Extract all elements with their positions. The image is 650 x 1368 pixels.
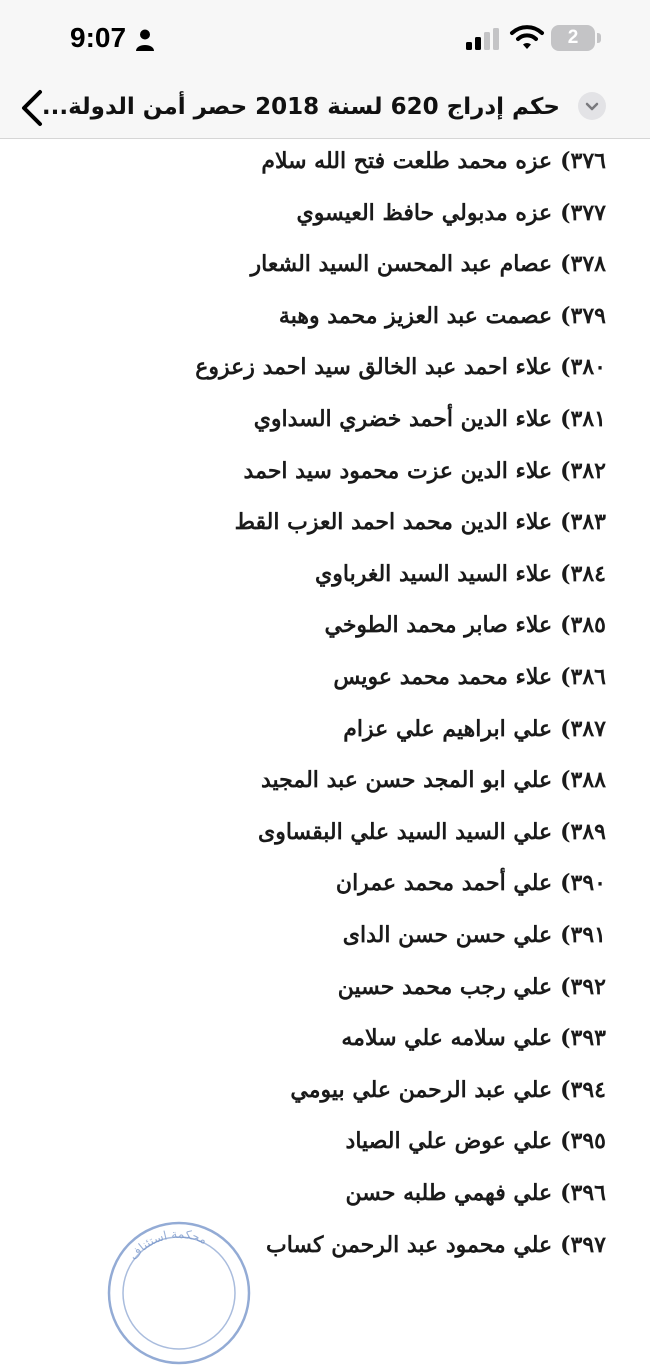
list-item-name: علاء محمد محمد عويس: [333, 664, 553, 690]
status-time: 9:07: [70, 22, 127, 53]
list-item-name: علي السيد السيد علي البقساوى: [257, 818, 553, 845]
list-item: [254, 399, 606, 439]
list-item: [346, 1121, 606, 1161]
list-item-number: ٣٧٩): [560, 302, 606, 329]
list-item-name: علي عبد الرحمن علي بيومي: [290, 1076, 553, 1103]
list-item-number: ٣٩١): [560, 922, 606, 948]
list-item-name: علي رجب محمد حسين: [337, 973, 553, 1000]
signal-icon: [466, 28, 502, 50]
list-item: [336, 863, 606, 903]
list-item-name: علاء الدين أحمد خضري السداوي: [253, 406, 553, 432]
status-bar: [0, 0, 650, 78]
list-item-number: ٣٨٦): [560, 664, 606, 690]
list-item: [244, 451, 606, 491]
list-item-number: ٣٩٣): [560, 1025, 606, 1052]
list-item: [345, 1173, 606, 1213]
list-item-name: علي فهمي طلبه حسن: [345, 1180, 553, 1206]
list-item-name: عزه مدبولي حافظ العيسوي: [296, 199, 553, 226]
list-item: [343, 709, 606, 749]
list-item-name: علي محمود عبد الرحمن كساب: [266, 1231, 553, 1258]
document-page[interactable]: [0, 139, 650, 1280]
list-item-number: ٣٩٧): [560, 1231, 606, 1258]
list-item-number: ٣٧٧): [560, 199, 606, 226]
list-item-number: ٣٩٤): [560, 1076, 606, 1103]
list-item-name: عزه محمد طلعت فتح الله سلام: [261, 148, 553, 174]
list-item: [290, 1070, 606, 1110]
list-item-number: ٣٨٢): [560, 457, 606, 484]
list-item-name: علاء السيد السيد الغرباوي: [315, 560, 553, 587]
list-item: [261, 141, 606, 181]
list-item-number: ٣٩٥): [560, 1128, 606, 1155]
svg-text:محكمة استئناف: [126, 1227, 209, 1263]
list-item: [266, 1225, 606, 1265]
stamp-text: محكمة استئناف: [126, 1226, 210, 1263]
list-item: [279, 296, 606, 336]
list-item-number: ٣٨٩): [560, 818, 606, 845]
battery-icon: [551, 25, 601, 51]
navigation-bar: [0, 78, 650, 139]
list-item-name: علي سلامه علي سلامه: [341, 1025, 553, 1052]
list-item-name: عصمت عبد العزيز محمد وهبة: [278, 302, 553, 329]
list-item: [261, 760, 606, 800]
battery-tip: [597, 33, 601, 43]
list-item: [341, 1018, 606, 1058]
list-item-name: علي ابو المجد حسن عبد المجيد: [260, 767, 553, 794]
list-item-number: ٣٨١): [560, 406, 606, 432]
list-item: [315, 554, 606, 594]
list-item-number: ٣٩٠): [560, 870, 606, 897]
list-item-number: ٣٩٦): [560, 1180, 606, 1206]
list-item: [251, 244, 606, 284]
list-item-name: عصام عبد المحسن السيد الشعار: [250, 251, 553, 278]
list-item-number: ٣٨٠): [560, 354, 606, 381]
list-item-name: علي ابراهيم علي عزام: [343, 715, 553, 742]
list-item-name: علي عوض علي الصياد: [345, 1128, 553, 1155]
list-item-number: ٣٨٤): [560, 560, 606, 587]
list-item: [235, 502, 606, 542]
list-item-number: ٣٨٨): [560, 767, 606, 794]
list-item-number: ٣٧٨): [560, 251, 606, 278]
list-item: [333, 657, 606, 697]
list-item: [195, 347, 606, 387]
stamp-image: [104, 1218, 254, 1368]
list-item-name: علي حسن حسن الداى: [342, 922, 553, 948]
list-item-number: ٣٧٦): [560, 148, 606, 174]
list-item: [297, 193, 607, 233]
list-item-name: علي أحمد محمد عمران: [335, 870, 553, 897]
list-item: [324, 605, 606, 645]
wifi-icon: [510, 24, 544, 50]
list-item: [343, 915, 606, 955]
list-item-name: علاء الدين محمد احمد العزب القط: [234, 509, 553, 536]
document-title[interactable]: حكم إدراج 620 لسنة 2018 حصر أمن الدولة...: [41, 94, 560, 120]
chevron-down-icon: [578, 92, 606, 120]
person-icon: [135, 28, 155, 52]
list-item-name: علاء الدين عزت محمود سيد احمد: [243, 457, 553, 484]
title-menu-button[interactable]: [578, 92, 606, 120]
list-item: [258, 812, 606, 852]
list-item-number: ٣٨٥): [560, 612, 606, 639]
list-item-number: ٣٩٢): [560, 973, 606, 1000]
list-item-number: ٣٨٧): [560, 715, 606, 742]
list-item-name: علاء احمد عبد الخالق سيد احمد زعزوع: [195, 354, 553, 381]
list-item-name: علاء صابر محمد الطوخي: [324, 612, 553, 639]
list-item: [338, 967, 606, 1007]
battery-level: 2: [551, 25, 595, 51]
list-item-number: ٣٨٣): [560, 509, 606, 536]
